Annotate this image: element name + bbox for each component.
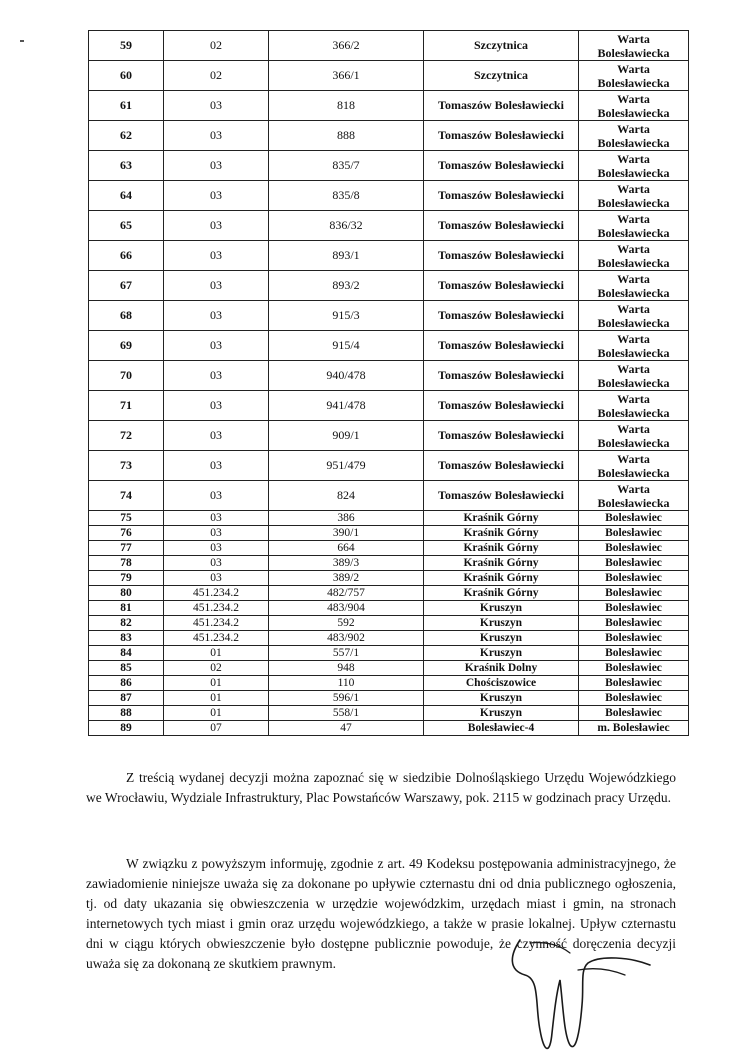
row-number: 77 [89, 541, 164, 556]
parcel-number: 835/7 [269, 151, 424, 181]
commune-name: Warta Bolesławiecka [579, 211, 689, 241]
precinct-number: 03 [164, 241, 269, 271]
row-number: 85 [89, 661, 164, 676]
parcel-number: 558/1 [269, 706, 424, 721]
locality-name: Szczytnica [424, 31, 579, 61]
table-row [89, 646, 689, 661]
row-number: 83 [89, 631, 164, 646]
locality-name: Tomaszów Bolesławiecki [424, 361, 579, 391]
commune-name: Warta Bolesławiecka [579, 241, 689, 271]
parcel-number: 596/1 [269, 691, 424, 706]
table-row [89, 361, 689, 391]
locality-name: Kraśnik Górny [424, 556, 579, 571]
parcel-number: 592 [269, 616, 424, 631]
locality-name: Tomaszów Bolesławiecki [424, 391, 579, 421]
row-number: 71 [89, 391, 164, 421]
commune-name: Bolesławiec [579, 676, 689, 691]
precinct-number: 03 [164, 121, 269, 151]
parcel-number: 482/757 [269, 586, 424, 601]
row-number: 60 [89, 61, 164, 91]
locality-name: Tomaszów Bolesławiecki [424, 481, 579, 511]
table-row [89, 331, 689, 361]
table-row [89, 631, 689, 646]
row-number: 62 [89, 121, 164, 151]
row-number: 73 [89, 451, 164, 481]
commune-name: Warta Bolesławiecka [579, 31, 689, 61]
locality-name: Szczytnica [424, 61, 579, 91]
parcel-number: 389/3 [269, 556, 424, 571]
commune-name: Bolesławiec [579, 601, 689, 616]
commune-name: Warta Bolesławiecka [579, 151, 689, 181]
parcel-number: 836/32 [269, 211, 424, 241]
parcel-number: 818 [269, 91, 424, 121]
commune-name: Bolesławiec [579, 691, 689, 706]
locality-name: Tomaszów Bolesławiecki [424, 421, 579, 451]
parcel-number: 893/2 [269, 271, 424, 301]
parcel-number: 915/3 [269, 301, 424, 331]
precinct-number: 03 [164, 571, 269, 586]
table-row [89, 706, 689, 721]
row-number: 81 [89, 601, 164, 616]
locality-name: Kraśnik Dolny [424, 661, 579, 676]
parcel-number: 483/902 [269, 631, 424, 646]
row-number: 65 [89, 211, 164, 241]
precinct-number: 01 [164, 676, 269, 691]
commune-name: Bolesławiec [579, 616, 689, 631]
commune-name: m. Bolesławiec [579, 721, 689, 736]
precinct-number: 451.234.2 [164, 616, 269, 631]
table-row [89, 571, 689, 586]
parcel-number: 915/4 [269, 331, 424, 361]
precinct-number: 03 [164, 301, 269, 331]
locality-name: Chościszowice [424, 676, 579, 691]
parcel-number: 557/1 [269, 646, 424, 661]
table-row [89, 31, 689, 61]
locality-name: Kruszyn [424, 706, 579, 721]
locality-name: Tomaszów Bolesławiecki [424, 91, 579, 121]
precinct-number: 451.234.2 [164, 586, 269, 601]
commune-name: Warta Bolesławiecka [579, 121, 689, 151]
locality-name: Tomaszów Bolesławiecki [424, 451, 579, 481]
table-row [89, 421, 689, 451]
table-row [89, 586, 689, 601]
row-number: 86 [89, 676, 164, 691]
commune-name: Warta Bolesławiecka [579, 361, 689, 391]
parcel-number: 951/479 [269, 451, 424, 481]
parcel-number: 888 [269, 121, 424, 151]
parcel-number: 389/2 [269, 571, 424, 586]
locality-name: Kraśnik Górny [424, 541, 579, 556]
precinct-number: 02 [164, 31, 269, 61]
commune-name: Warta Bolesławiecka [579, 91, 689, 121]
parcel-number: 390/1 [269, 526, 424, 541]
commune-name: Bolesławiec [579, 646, 689, 661]
scan-speck [20, 40, 24, 42]
locality-name: Kruszyn [424, 616, 579, 631]
precinct-number: 03 [164, 391, 269, 421]
precinct-number: 03 [164, 541, 269, 556]
precinct-number: 01 [164, 646, 269, 661]
table-row [89, 511, 689, 526]
locality-name: Kruszyn [424, 601, 579, 616]
row-number: 70 [89, 361, 164, 391]
table-row [89, 241, 689, 271]
locality-name: Tomaszów Bolesławiecki [424, 121, 579, 151]
row-number: 68 [89, 301, 164, 331]
parcel-number: 835/8 [269, 181, 424, 211]
table-row [89, 541, 689, 556]
locality-name: Kruszyn [424, 631, 579, 646]
row-number: 84 [89, 646, 164, 661]
row-number: 66 [89, 241, 164, 271]
table-row [89, 61, 689, 91]
locality-name: Kruszyn [424, 646, 579, 661]
precinct-number: 03 [164, 481, 269, 511]
parcel-number: 948 [269, 661, 424, 676]
row-number: 82 [89, 616, 164, 631]
row-number: 63 [89, 151, 164, 181]
table-row [89, 391, 689, 421]
precinct-number: 01 [164, 706, 269, 721]
table-row [89, 211, 689, 241]
row-number: 76 [89, 526, 164, 541]
row-number: 74 [89, 481, 164, 511]
precinct-number: 03 [164, 451, 269, 481]
table-row [89, 661, 689, 676]
commune-name: Bolesławiec [579, 661, 689, 676]
table-row [89, 616, 689, 631]
precinct-number: 02 [164, 661, 269, 676]
parcel-number: 909/1 [269, 421, 424, 451]
row-number: 61 [89, 91, 164, 121]
precinct-number: 451.234.2 [164, 631, 269, 646]
locality-name: Tomaszów Bolesławiecki [424, 151, 579, 181]
locality-name: Tomaszów Bolesławiecki [424, 301, 579, 331]
table-row [89, 601, 689, 616]
locality-name: Bolesławiec-4 [424, 721, 579, 736]
commune-name: Warta Bolesławiecka [579, 271, 689, 301]
table-row [89, 481, 689, 511]
table-row [89, 151, 689, 181]
table-row [89, 691, 689, 706]
paragraph-notification-info: W związku z powyższym informuję, zgodnie z art. 49 Kodeksu postępowania administracyjnego, że zawiadomienie niniejsze uważa się za dokonane po upływie czternastu dni od dnia publicznego ogłoszenia, tj. od daty ukazania się obwieszczenia w urzędzie wojewódzkim, urzędach miast i gmin, na stronach internetowych tych miast i gmin oraz urzędu wojewódzkiego, a także w prasie lokalnej. Upływ czternastu dni w ciągu których obwieszczenie było dostępne publicznie powoduje, że czynność doręczenia decyzji uważa się za dokonaną ze skutkiem prawnym. [86, 856, 676, 971]
locality-name: Tomaszów Bolesławiecki [424, 181, 579, 211]
parcel-number: 824 [269, 481, 424, 511]
table-row [89, 301, 689, 331]
locality-name: Tomaszów Bolesławiecki [424, 271, 579, 301]
locality-name: Tomaszów Bolesławiecki [424, 241, 579, 271]
commune-name: Warta Bolesławiecka [579, 301, 689, 331]
parcel-number: 110 [269, 676, 424, 691]
row-number: 89 [89, 721, 164, 736]
locality-name: Kraśnik Górny [424, 571, 579, 586]
row-number: 67 [89, 271, 164, 301]
locality-name: Kraśnik Górny [424, 511, 579, 526]
commune-name: Warta Bolesławiecka [579, 181, 689, 211]
commune-name: Bolesławiec [579, 526, 689, 541]
table-row [89, 121, 689, 151]
table-row [89, 676, 689, 691]
parcel-table [88, 30, 689, 736]
row-number: 88 [89, 706, 164, 721]
parcel-table-body [89, 31, 689, 736]
row-number: 69 [89, 331, 164, 361]
precinct-number: 03 [164, 271, 269, 301]
commune-name: Warta Bolesławiecka [579, 331, 689, 361]
parcel-number: 483/904 [269, 601, 424, 616]
locality-name: Tomaszów Bolesławiecki [424, 331, 579, 361]
precinct-number: 03 [164, 331, 269, 361]
parcel-number: 386 [269, 511, 424, 526]
row-number: 79 [89, 571, 164, 586]
precinct-number: 02 [164, 61, 269, 91]
precinct-number: 07 [164, 721, 269, 736]
parcel-number: 664 [269, 541, 424, 556]
row-number: 80 [89, 586, 164, 601]
table-row [89, 271, 689, 301]
commune-name: Warta Bolesławiecka [579, 451, 689, 481]
commune-name: Bolesławiec [579, 541, 689, 556]
row-number: 59 [89, 31, 164, 61]
handwritten-signature [500, 935, 660, 1060]
parcel-number: 941/478 [269, 391, 424, 421]
table-row [89, 91, 689, 121]
commune-name: Bolesławiec [579, 586, 689, 601]
parcel-number: 366/2 [269, 31, 424, 61]
row-number: 75 [89, 511, 164, 526]
paragraph-decision-access: Z treścią wydanej decyzji można zapoznać się w siedzibie Dolnośląskiego Urzędu Wojewódzkiego we Wrocławiu, Wydziale Infrastruktury, Plac Powstańców Warszawy, pok. 2115 w godzinach pracy Urzędu. [86, 770, 676, 805]
row-number: 87 [89, 691, 164, 706]
commune-name: Bolesławiec [579, 571, 689, 586]
row-number: 64 [89, 181, 164, 211]
precinct-number: 03 [164, 556, 269, 571]
commune-name: Warta Bolesławiecka [579, 391, 689, 421]
precinct-number: 03 [164, 526, 269, 541]
table-row [89, 181, 689, 211]
precinct-number: 03 [164, 211, 269, 241]
commune-name: Warta Bolesławiecka [579, 421, 689, 451]
parcel-number: 893/1 [269, 241, 424, 271]
commune-name: Warta Bolesławiecka [579, 61, 689, 91]
commune-name: Bolesławiec [579, 631, 689, 646]
precinct-number: 03 [164, 511, 269, 526]
locality-name: Kraśnik Górny [424, 526, 579, 541]
precinct-number: 01 [164, 691, 269, 706]
commune-name: Bolesławiec [579, 556, 689, 571]
precinct-number: 03 [164, 91, 269, 121]
commune-name: Bolesławiec [579, 511, 689, 526]
precinct-number: 03 [164, 361, 269, 391]
table-row [89, 721, 689, 736]
precinct-number: 03 [164, 151, 269, 181]
row-number: 72 [89, 421, 164, 451]
table-row [89, 556, 689, 571]
precinct-number: 03 [164, 181, 269, 211]
row-number: 78 [89, 556, 164, 571]
locality-name: Kraśnik Górny [424, 586, 579, 601]
parcel-number: 47 [269, 721, 424, 736]
precinct-number: 451.234.2 [164, 601, 269, 616]
parcel-number: 366/1 [269, 61, 424, 91]
commune-name: Warta Bolesławiecka [579, 481, 689, 511]
precinct-number: 03 [164, 421, 269, 451]
table-row [89, 451, 689, 481]
parcel-number: 940/478 [269, 361, 424, 391]
table-row [89, 526, 689, 541]
commune-name: Bolesławiec [579, 706, 689, 721]
locality-name: Tomaszów Bolesławiecki [424, 211, 579, 241]
locality-name: Kruszyn [424, 691, 579, 706]
